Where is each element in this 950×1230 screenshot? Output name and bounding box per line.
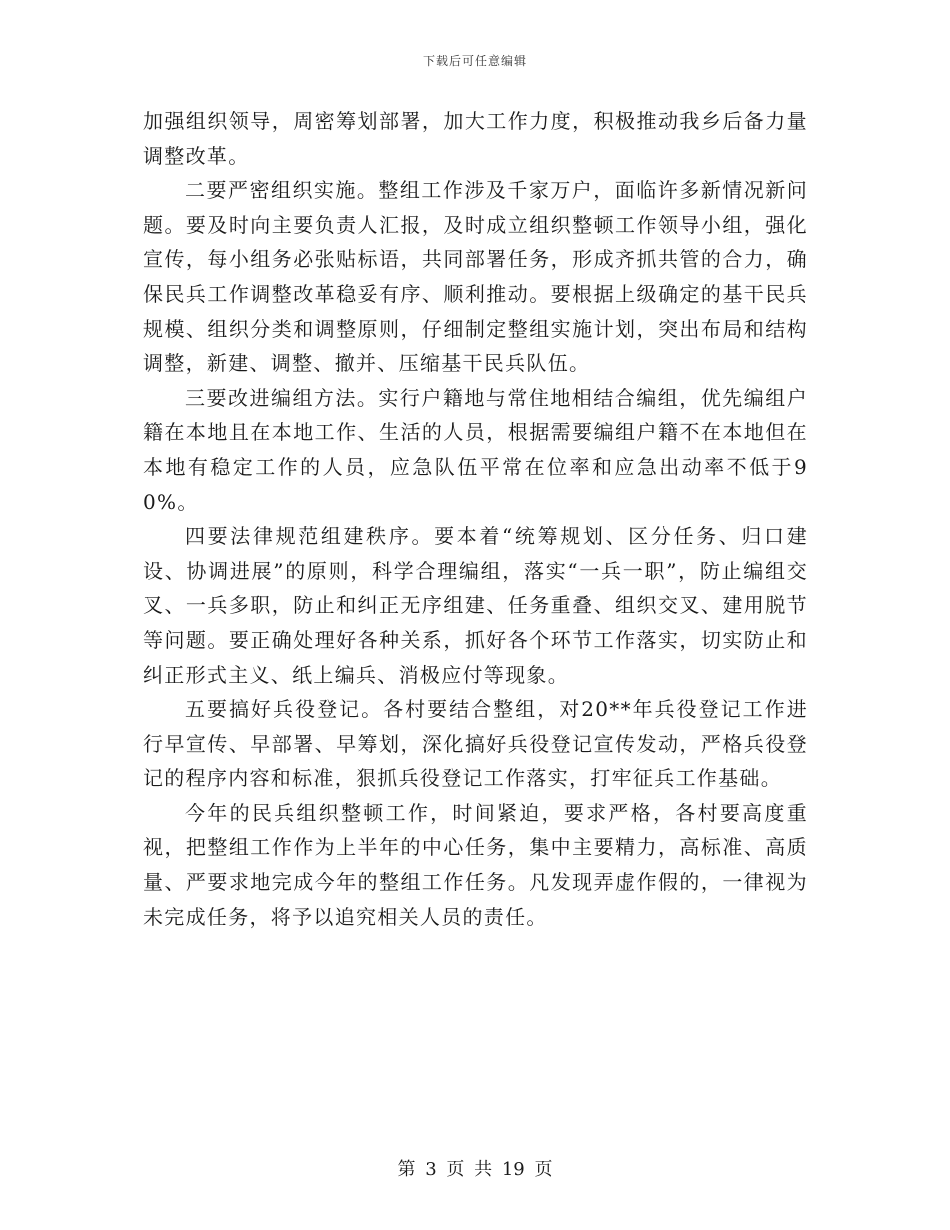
paragraph-continuation: 加强组织领导，周密筹划部署，加大工作力度，积极推动我乡后备力量调整改革。 xyxy=(143,109,808,168)
paragraph-military-registration: 五要搞好兵役登记。各村要结合整组，对20**年兵役登记工作进行早宣传、早部署、早筹划，深化搞好兵役登记宣传发动，严格兵役登记的程序内容和标准，狠抓兵役登记工作落实，打牢征兵工作基础。 xyxy=(143,697,808,791)
paragraph-regulate-order: 四要法律规范组建秩序。要本着“统筹规划、区分任务、归口建设、协调进展”的原则，科学合理编组，落实“一兵一职”，防止编组交叉、一兵多职，防止和纠正无序组建、任务重叠、组织交叉、建用脱节等问题。要正确处理好各种关系，抓好各个环节工作落实，切实防止和纠正形式主义、纸上编兵、消极应付等现象。 xyxy=(143,524,808,687)
paragraph-organize-implementation: 二要严密组织实施。整组工作涉及千家万户，面临许多新情况新问题。要及时向主要负责人汇报，及时成立组织整顿工作领导小组，强化宣传，每小组务必张贴标语，共同部署任务，形成齐抓共管的合力，确保民兵工作调整改革稳妥有序、顺利推动。要根据上级确定的基干民兵规模、组织分类和调整原则，仔细制定整组实施计划，突出布局和结构调整，新建、调整、撤并、压缩基干民兵队伍。 xyxy=(143,178,808,376)
document-body xyxy=(143,104,808,934)
paragraph-conclusion: 今年的民兵组织整顿工作，时间紧迫，要求严格，各村要高度重视，把整组工作作为上半年的中心任务，集中主要精力，高标准、高质量、严要求地完成今年的整组工作任务。凡发现弄虚作假的，一律视为未完成任务，将予以追究相关人员的责任。 xyxy=(143,800,808,929)
paragraph-grouping-method: 三要改进编组方法。实行户籍地与常住地相结合编组，优先编组户籍在本地且在本地工作、生活的人员，根据需要编组户籍不在本地但在本地有稳定工作的人员，应急队伍平常在位率和应急出动率不低于90%。 xyxy=(143,385,808,514)
page-number: 第 3 页 共 19 页 xyxy=(397,1159,553,1180)
page-header: 下载后可任意编辑 xyxy=(422,54,527,68)
